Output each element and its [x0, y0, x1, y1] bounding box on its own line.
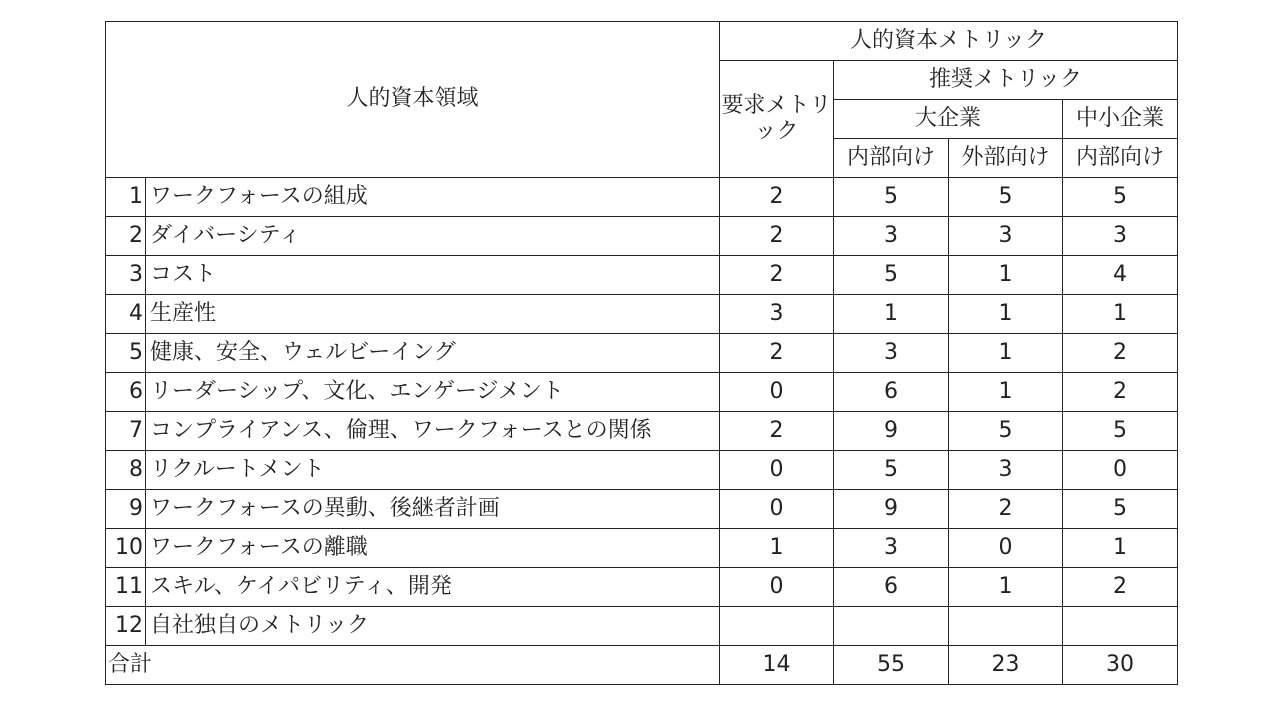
- table-header: [106, 22, 1178, 178]
- large-external-count: 0: [949, 529, 1063, 568]
- large-internal-count: 1: [834, 295, 949, 334]
- required-count: [720, 607, 834, 646]
- sme-internal-count: 5: [1063, 490, 1178, 529]
- large-internal-count: [834, 607, 949, 646]
- row-number: 7: [106, 412, 146, 451]
- row-number: 11: [106, 568, 146, 607]
- table-row: [106, 490, 1178, 529]
- sme-internal-count: 1: [1063, 529, 1178, 568]
- domain-name: コンプライアンス、倫理、ワークフォースとの関係: [146, 412, 720, 451]
- sme-internal-count: 2: [1063, 568, 1178, 607]
- metrics-header: 人的資本メトリック: [720, 22, 1178, 61]
- sme-internal-count: [1063, 607, 1178, 646]
- required-count: 0: [720, 568, 834, 607]
- large-external-count: 1: [949, 373, 1063, 412]
- domain-name: ワークフォースの離職: [146, 529, 720, 568]
- sme-internal-count: 3: [1063, 217, 1178, 256]
- large-external-count: 3: [949, 451, 1063, 490]
- sme-internal-count: 2: [1063, 334, 1178, 373]
- large-internal-count: 6: [834, 568, 949, 607]
- required-count: 3: [720, 295, 834, 334]
- large-external-count: 5: [949, 412, 1063, 451]
- sme-header: 中小企業: [1063, 100, 1178, 139]
- domain-name: 健康、安全、ウェルビーイング: [146, 334, 720, 373]
- row-number: 3: [106, 256, 146, 295]
- row-number: 4: [106, 295, 146, 334]
- table-row: [106, 568, 1178, 607]
- table-row: [106, 217, 1178, 256]
- required-count: 2: [720, 412, 834, 451]
- required-count: 2: [720, 256, 834, 295]
- recommended-metrics-header: 推奨メトリック: [834, 61, 1178, 100]
- table-body: [106, 178, 1178, 646]
- sme-internal-count: 5: [1063, 178, 1178, 217]
- domain-name: リーダーシップ、文化、エンゲージメント: [146, 373, 720, 412]
- total-label: 合計: [106, 646, 720, 685]
- row-number: 10: [106, 529, 146, 568]
- table-row: [106, 178, 1178, 217]
- required-count: 0: [720, 373, 834, 412]
- row-number: 8: [106, 451, 146, 490]
- table-row: [106, 451, 1178, 490]
- large-internal-count: 9: [834, 490, 949, 529]
- domain-name: ワークフォースの組成: [146, 178, 720, 217]
- row-number: 12: [106, 607, 146, 646]
- large-external-count: 3: [949, 217, 1063, 256]
- large-internal-count: 5: [834, 256, 949, 295]
- sme-internal-header: 内部向け: [1063, 139, 1178, 178]
- table-row: [106, 256, 1178, 295]
- total-sme-internal: 30: [1063, 646, 1178, 685]
- required-count: 0: [720, 451, 834, 490]
- row-number: 6: [106, 373, 146, 412]
- domain-name: リクルートメント: [146, 451, 720, 490]
- domain-name: 生産性: [146, 295, 720, 334]
- required-count: 2: [720, 334, 834, 373]
- large-internal-count: 3: [834, 334, 949, 373]
- large-external-header: 外部向け: [949, 139, 1063, 178]
- table-row: [106, 373, 1178, 412]
- required-count: 2: [720, 217, 834, 256]
- required-count: 0: [720, 490, 834, 529]
- sme-internal-count: 5: [1063, 412, 1178, 451]
- table-row: [106, 529, 1178, 568]
- total-large-internal: 55: [834, 646, 949, 685]
- large-external-count: 5: [949, 178, 1063, 217]
- total-required: 14: [720, 646, 834, 685]
- table-row: [106, 412, 1178, 451]
- domain-header: 人的資本領域: [106, 22, 720, 178]
- sme-internal-count: 1: [1063, 295, 1178, 334]
- large-enterprise-header: 大企業: [834, 100, 1063, 139]
- large-internal-header: 内部向け: [834, 139, 949, 178]
- large-external-count: 1: [949, 568, 1063, 607]
- large-internal-count: 5: [834, 178, 949, 217]
- large-external-count: 2: [949, 490, 1063, 529]
- total-row: [106, 646, 1178, 685]
- table-row: [106, 295, 1178, 334]
- total-large-external: 23: [949, 646, 1063, 685]
- domain-name: コスト: [146, 256, 720, 295]
- required-count: 1: [720, 529, 834, 568]
- domain-name: ダイバーシティ: [146, 217, 720, 256]
- required-count: 2: [720, 178, 834, 217]
- row-number: 5: [106, 334, 146, 373]
- large-internal-count: 3: [834, 529, 949, 568]
- row-number: 2: [106, 217, 146, 256]
- domain-name: 自社独自のメトリック: [146, 607, 720, 646]
- large-external-count: 1: [949, 295, 1063, 334]
- large-internal-count: 9: [834, 412, 949, 451]
- row-number: 9: [106, 490, 146, 529]
- large-internal-count: 3: [834, 217, 949, 256]
- large-external-count: [949, 607, 1063, 646]
- table-row: [106, 607, 1178, 646]
- sme-internal-count: 2: [1063, 373, 1178, 412]
- sme-internal-count: 4: [1063, 256, 1178, 295]
- large-internal-count: 5: [834, 451, 949, 490]
- human-capital-metrics-table: [105, 21, 1178, 685]
- large-external-count: 1: [949, 256, 1063, 295]
- domain-name: スキル、ケイパビリティ、開発: [146, 568, 720, 607]
- large-internal-count: 6: [834, 373, 949, 412]
- sme-internal-count: 0: [1063, 451, 1178, 490]
- domain-name: ワークフォースの異動、後継者計画: [146, 490, 720, 529]
- row-number: 1: [106, 178, 146, 217]
- large-external-count: 1: [949, 334, 1063, 373]
- table-row: [106, 334, 1178, 373]
- required-metrics-header: 要求メトリック: [720, 61, 834, 178]
